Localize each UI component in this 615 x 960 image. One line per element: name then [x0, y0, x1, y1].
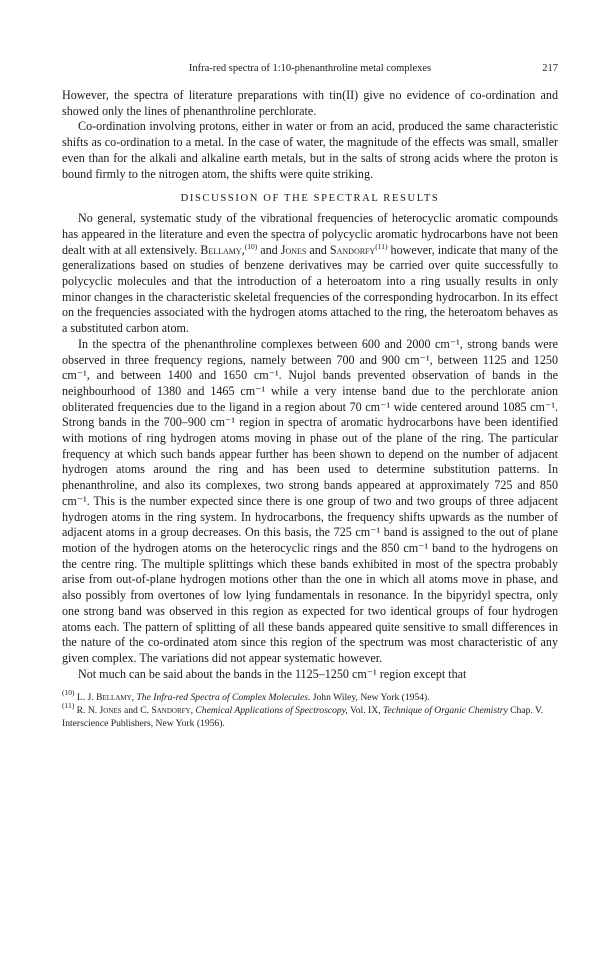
paragraph-2: Co-ordination involving protons, either in water or from an acid, produced the same characteristic shifts as co-ordination to a metal. In the case of water, the magnitude of the effects was small, smaller even than for the alkali and alkaline earth metals, but in the salts of strong acids where the proton is bound firmly to the nitrogen atom, the shifts were quite striking.: [62, 119, 558, 181]
paragraph-1: However, the spectra of literature preparations with tin(II) give no evidence of co-ordination and showed only the lines of phenanthroline perchlorate.: [62, 88, 558, 118]
footnote-10-author: L. J. Bellamy,: [76, 692, 135, 704]
reference-marker-11: (11): [375, 241, 388, 251]
footnote-11-series: Technique of Organic Chemistry: [382, 704, 508, 716]
body-text: [62, 88, 558, 682]
author-bellamy: Bellamy,: [200, 242, 245, 257]
running-title: Infra-red spectra of 1:10-phenanthroline metal complexes: [188, 63, 432, 74]
paragraph-5: Not much can be said about the bands in the 1125–1250 cm⁻¹ region except that: [78, 666, 467, 681]
footnote-11-publisher: Chap. V. Interscience Publishers, New York (1956).: [62, 704, 544, 729]
footnote-11: [62, 700, 558, 730]
footnote-11-title: Chemical Applications of Spectroscopy,: [195, 704, 348, 716]
conjunction: and: [306, 242, 330, 257]
paragraph-3: [62, 211, 558, 337]
footnote-marker-10: (10): [62, 688, 75, 698]
footnote-marker-11: (11): [62, 700, 75, 710]
footnote-10-publisher: John Wiley, New York (1954).: [310, 692, 430, 704]
section-heading: DISCUSSION OF THE SPECTRAL RESULTS: [180, 193, 440, 205]
page-number: 217: [542, 63, 558, 74]
footnote-10: [62, 688, 558, 705]
paragraph-4: In the spectra of the phenanthroline complexes between 600 and 2000 cm⁻¹, strong bands were observed in three frequency regions, namely between 700 and 900 cm⁻¹, between 1125 and 1250 cm⁻¹, and between 1400 and 1650 cm⁻¹. Nujol bands prevented observation of bands in the neighbourhood of 1380 and 1465 cm⁻¹ while a very intense band due to the perchlorate anion obliterated frequencies due to the ligand in a region about 70 cm⁻¹ wide centered around 1085 cm⁻¹. Strong bands in the 700–900 cm⁻¹ region in spectra of aromatic hydrocarbons have been identified with motions of ring hydrogen atoms moving in phase out of the plane of the ring. The particular frequency at which such bands appear further has been shown to depend on the number of adjacent hydrogen atoms around the ring and has been used to determine substitution patterns. In phenanthroline, and also its complexes, two strong bands appeared at approximately 725 and 850 cm⁻¹. This is the number expected since there is one group of two and two groups of three adjacent hydrogen atoms in the ring system. In hydrocarbons, the frequency shifts upwards as the number of adjacent atoms in a group decreases. On this basis, the 725 cm⁻¹ band is assigned to the out of plane motion of the hydrogen atoms on the heterocyclic rings and the 850 cm⁻¹ band to the hydrogens on the centre ring. The multiple splittings which these bands exhibited in most of the spectra probably arise from out-of-plane hydrogen motions other than the one in which all atoms move in phase, and also possibly from overtones of low lying fundamentals in resonance. In the bipyridyl spectra, only one strong band was observed in this region as expected for two identical groups of four hydrogen atoms each. The pattern of splitting of all these bands appeared quite sensitive to small differences in the nature of the co-ordinated atom since this region of the spectrum was most characteristic of any given complex. The variations did not appear systematic however.: [62, 336, 558, 665]
running-header: [62, 60, 558, 78]
footnote-11-author-a: R. N. Jones: [76, 704, 122, 716]
author-sandorfy: Sandorfy: [329, 242, 376, 257]
reference-marker-10: (10): [244, 241, 258, 251]
conjunction: and: [257, 242, 281, 257]
author-jones: Jones: [280, 242, 307, 257]
footnote-11-and: and: [121, 704, 141, 716]
paragraph-3-text-b: however, indicate that many of the generalizations based on studies of benzene derivatives may be carried over quite successfully to polycyclic molecules and that the introduction of a heteroatom into a ring usually results in only minor changes in the characteristic skeletal frequencies of the corresponding hydrocarbon. In its effect on the frequencies associated with the hydrogen atoms attached to the ring, the heteroatom behaves as a substituted carbon atom.: [62, 242, 558, 336]
footnotes: [62, 688, 558, 730]
paragraph-3-text-a: No general, systematic study of the vibrational frequencies of heterocyclic aromatic compounds has appeared in the literature and even the spectra of polycyclic aromatic hydrocarbons have not been dealt with at all extensively.: [62, 211, 558, 257]
footnote-11-volume: Vol. IX,: [347, 704, 383, 716]
footnote-10-title: The Infra-red Spectra of Complex Molecules.: [136, 692, 311, 704]
journal-page: [62, 60, 558, 730]
footnote-11-author-b: C. Sandorfy,: [140, 704, 193, 716]
